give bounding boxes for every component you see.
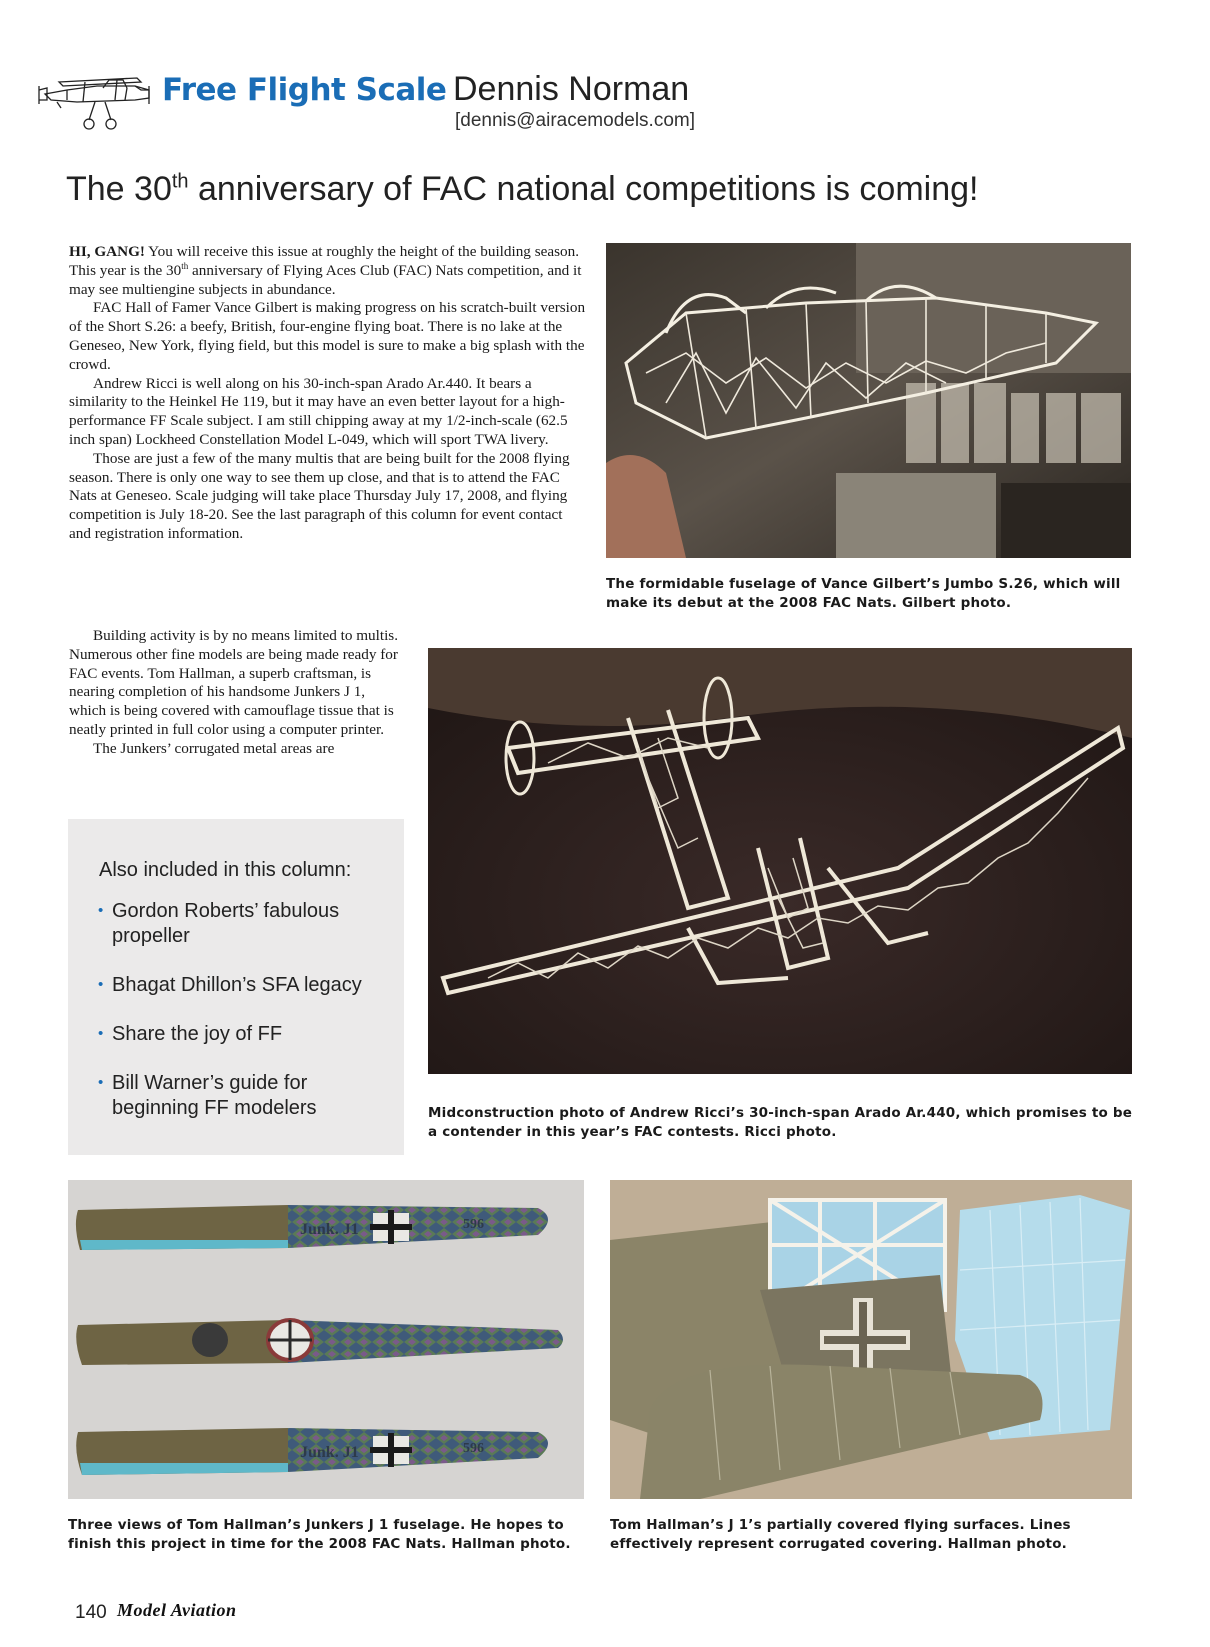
paragraph-4: Those are just a few of the many multis that are being built for the 2008 flying season. There is only one way to see them up close, and that is to attend the FAC Nats at Geneseo. Scale judging will take place Thursday July 17, 2008, and flying competition is July 18-20. See the last paragraph of this column for event contact and registration information. xyxy=(69,449,570,542)
column-title: Free Flight Scale xyxy=(162,72,447,108)
article-headline: The 30th anniversary of FAC national competitions is coming! xyxy=(66,170,979,208)
page-number: 140 xyxy=(75,1602,107,1623)
paragraph-2: FAC Hall of Famer Vance Gilbert is making progress on his scratch-built version of the Short S.26: a beefy, British, four-engine flying boat. There is no lake at the Geneseo, New York, flying field, but this model is sure to make a big splash with the crowd. xyxy=(69,299,586,373)
author-name: Dennis Norman xyxy=(453,70,690,108)
sidebar-heading: Also included in this column: xyxy=(99,859,352,881)
sidebar-item: • Share the joy of FF xyxy=(98,1023,283,1045)
photo-junkers-fuselages xyxy=(68,1180,584,1499)
sidebar-item: • Bill Warner’s guide for beginning FF modelers xyxy=(98,1072,317,1119)
fuselage-number: 596 xyxy=(463,1217,484,1232)
biplane-sketch-icon xyxy=(37,60,155,136)
fuselage-marking: Junk. J1 xyxy=(300,1221,359,1238)
paragraph-3: Andrew Ricci is well along on his 30-inch-span Arado Ar.440. It bears a similarity to the Heinkel He 119, but it may have an even better layout for a high-performance FF Scale subject. I am still chipping away at my 1/2-inch-scale (62.5 inch span) Lockheed Constellation Model L-049, which will sport TWA livery. xyxy=(69,374,568,448)
bullet-icon: • xyxy=(98,1074,104,1091)
bullet-icon: • xyxy=(98,902,104,919)
bullet-icon: • xyxy=(98,976,104,993)
photo-caption-3: Three views of Tom Hallman’s Junkers J 1 fuselage. He hopes to finish this project in time for the 2008 FAC Nats. Hallman photo. xyxy=(68,1517,571,1552)
sidebar-list xyxy=(98,899,388,1145)
photo-junkers-surfaces xyxy=(610,1180,1132,1499)
article-body-top xyxy=(69,243,587,544)
photo-caption-2: Midconstruction photo of Andrew Ricci’s 30-inch-span Arado Ar.440, which promises to be a contender in this year’s FAC contests. Ricci photo. xyxy=(428,1105,1133,1140)
fuselage-marking: Junk. J1 xyxy=(300,1444,359,1461)
sidebar-box xyxy=(68,819,404,1155)
sidebar-item: • Bhagat Dhillon’s SFA legacy xyxy=(98,974,362,996)
article-body-narrow xyxy=(69,627,405,759)
magazine-name: Model Aviation xyxy=(117,1600,237,1620)
author-email[interactable]: [dennis@airacemodels.com] xyxy=(455,110,696,131)
sidebar-item: • Gordon Roberts’ fabulous propeller xyxy=(98,900,340,947)
paragraph-1: HI, GANG! You will receive this issue at roughly the height of the building season. This year is the 30th anniversary of Flying Aces Club (FAC) Nats competition, and it may see multiengine subjects in abundance. xyxy=(69,243,582,298)
paragraph-6: The Junkers’ corrugated metal areas are xyxy=(93,739,335,757)
paragraph-5: Building activity is by no means limited to multis. Numerous other fine models are being made ready for FAC events. Tom Hallman, a superb craftsman, is nearing completion of his handsome Junkers J 1, which is being covered with camouflage tissue that is neatly printed in full color using a computer printer. xyxy=(69,627,399,738)
photo-arado-frame xyxy=(428,648,1132,1074)
photo-caption-4: Tom Hallman’s J 1’s partially covered flying surfaces. Lines effectively represent corrugated covering. Hallman photo. xyxy=(610,1517,1071,1552)
iron-cross-icon xyxy=(370,1210,412,1244)
bullet-icon: • xyxy=(98,1025,104,1042)
iron-cross-icon xyxy=(370,1433,412,1467)
fuselage-number: 596 xyxy=(463,1441,484,1456)
photo-s26-fuselage xyxy=(606,243,1131,558)
photo-caption-1: The formidable fuselage of Vance Gilbert’s Jumbo S.26, which will make its debut at the 2008 FAC Nats. Gilbert photo. xyxy=(606,576,1121,611)
